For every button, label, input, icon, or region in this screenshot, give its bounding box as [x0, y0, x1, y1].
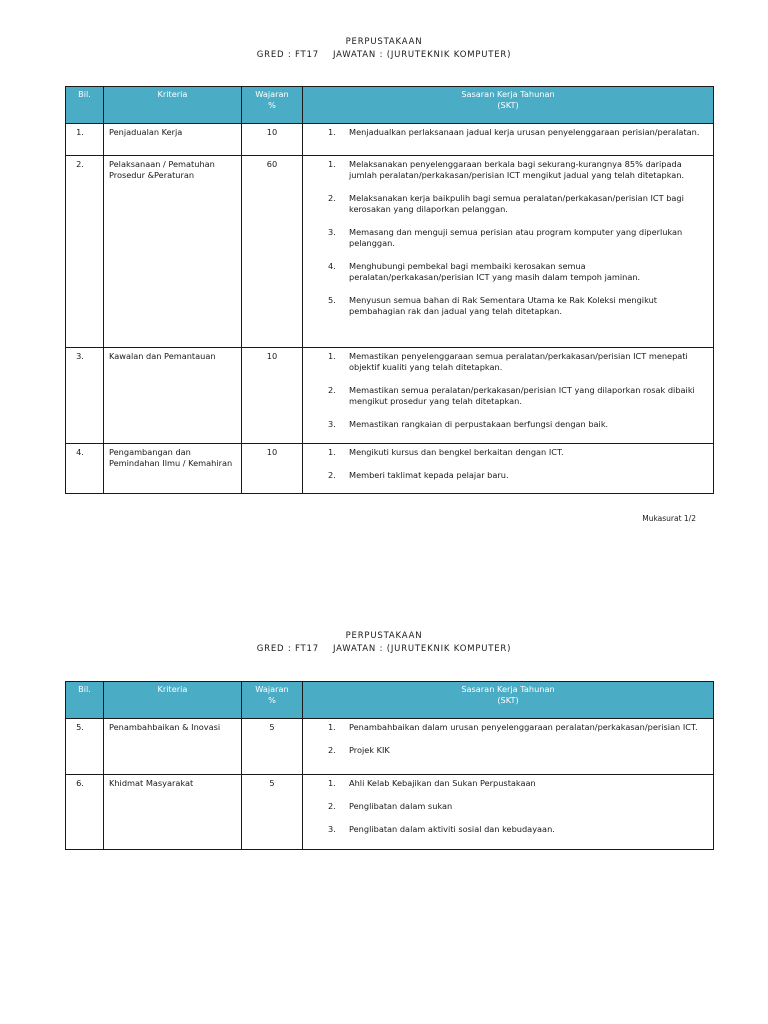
list-item-number: 1.	[328, 351, 336, 361]
cell-skt	[303, 348, 714, 444]
list-item	[308, 127, 708, 138]
cell-wajaran: 60	[242, 156, 303, 348]
skt-table-2	[65, 681, 714, 850]
list-item-number: 2.	[328, 745, 336, 755]
header-grade: GRED : FT17	[256, 50, 319, 60]
list-item-text: Melaksanakan kerja baikpulih bagi semua peralatan/perkakasan/perisian ICT bagi kerosakan yang dilaporkan pelanggan.	[349, 193, 684, 214]
list-item	[308, 745, 708, 756]
cell-skt	[303, 775, 714, 850]
list-item-text: Menghubungi pembekal bagi membaiki kerosakan semua peralatan/perkakasan/perisian ICT yang masih dalam tempoh jaminan.	[349, 261, 641, 282]
list-item-text: Memastikan semua peralatan/perkakasan/perisian ICT yang dilaporkan rosak dibaiki mengikut prosedur yang telah ditetapkan.	[349, 385, 695, 406]
list-item-number: 5.	[328, 295, 336, 305]
cell-bil: 5.	[66, 719, 104, 775]
table-body-2	[66, 719, 714, 850]
header-subtitle	[0, 49, 768, 62]
table-row	[66, 444, 714, 494]
list-item-number: 2.	[328, 470, 336, 480]
cell-bil: 6.	[66, 775, 104, 850]
cell-wajaran: 10	[242, 444, 303, 494]
cell-bil: 2.	[66, 156, 104, 348]
header-subtitle	[0, 643, 768, 656]
list-item-text: Projek KIK	[349, 745, 390, 755]
skt-table-1	[65, 86, 714, 494]
skt-list	[308, 447, 708, 481]
table-row	[66, 719, 714, 775]
cell-kriteria: Kawalan dan Pemantauan	[104, 348, 242, 444]
list-item	[308, 447, 708, 458]
table-row	[66, 156, 714, 348]
cell-bil: 4.	[66, 444, 104, 494]
skt-list	[308, 351, 708, 430]
list-item-number: 2.	[328, 801, 336, 811]
list-item	[308, 801, 708, 812]
list-item-text: Menyusun semua bahan di Rak Sementara Utama ke Rak Koleksi mengikut pembahagian rak dan jadual yang telah ditetapkan.	[349, 295, 657, 316]
cell-kriteria: Pengambangan dan Pemindahan Ilmu / Kemahiran	[104, 444, 242, 494]
col-header-kriteria: Kriteria	[104, 87, 242, 124]
header-post: JAWATAN : (JURUTEKNIK KOMPUTER)	[332, 644, 512, 654]
skt-list	[308, 722, 708, 756]
list-item-text: Memberi taklimat kepada pelajar baru.	[349, 470, 509, 480]
page-header-1	[0, 36, 768, 62]
list-item	[308, 159, 708, 181]
list-item	[308, 227, 708, 249]
list-item-text: Penglibatan dalam aktiviti sosial dan kebudayaan.	[349, 824, 555, 834]
col-header-wajaran: Wajaran %	[242, 682, 303, 719]
list-item-text: Penglibatan dalam sukan	[349, 801, 453, 811]
cell-kriteria: Khidmat Masyarakat	[104, 775, 242, 850]
table-body-1	[66, 124, 714, 494]
table-header-row	[66, 87, 714, 124]
list-item	[308, 419, 708, 430]
list-item	[308, 193, 708, 215]
col-header-bil: Bil.	[66, 682, 104, 719]
col-header-wajaran: Wajaran %	[242, 87, 303, 124]
list-item	[308, 351, 708, 373]
list-item-text: Memastikan rangkaian di perpustakaan berfungsi dengan baik.	[349, 419, 609, 429]
header-post: JAWATAN : (JURUTEKNIK KOMPUTER)	[332, 50, 512, 60]
page-header-2	[0, 630, 768, 656]
skt-list	[308, 127, 708, 138]
header-grade: GRED : FT17	[256, 644, 319, 654]
page-number: Mukasurat 1/2	[642, 514, 696, 523]
list-item-text: Menjadualkan perlaksanaan jadual kerja urusan penyelenggaraan perisian/peralatan.	[349, 127, 700, 137]
table-row	[66, 124, 714, 156]
col-header-bil: Bil.	[66, 87, 104, 124]
list-item-text: Memasang dan menguji semua perisian atau program komputer yang diperlukan pelanggan.	[349, 227, 683, 248]
col-header-skt: Sasaran Kerja Tahunan (SKT)	[303, 87, 714, 124]
list-item-text: Mengikuti kursus dan bengkel berkaitan dengan ICT.	[349, 447, 564, 457]
list-item-number: 1.	[328, 447, 336, 457]
cell-skt	[303, 719, 714, 775]
list-item	[308, 722, 708, 733]
list-item	[308, 470, 708, 481]
col-header-kriteria: Kriteria	[104, 682, 242, 719]
list-item-number: 3.	[328, 227, 336, 237]
list-item-number: 4.	[328, 261, 336, 271]
list-item-number: 1.	[328, 159, 336, 169]
col-header-skt: Sasaran Kerja Tahunan (SKT)	[303, 682, 714, 719]
list-item-text: Penambahbaikan dalam urusan penyelenggaraan peralatan/perkakasan/perisian ICT.	[349, 722, 698, 732]
list-item-number: 2.	[328, 385, 336, 395]
cell-skt	[303, 124, 714, 156]
list-item-number: 1.	[328, 778, 336, 788]
cell-wajaran: 5	[242, 775, 303, 850]
cell-bil: 3.	[66, 348, 104, 444]
list-item-number: 3.	[328, 824, 336, 834]
cell-bil: 1.	[66, 124, 104, 156]
cell-skt	[303, 156, 714, 348]
list-item-number: 3.	[328, 419, 336, 429]
cell-kriteria: Pelaksanaan / Pematuhan Prosedur &Peraturan	[104, 156, 242, 348]
cell-kriteria: Penambahbaikan & Inovasi	[104, 719, 242, 775]
header-title: PERPUSTAKAAN	[345, 37, 423, 47]
cell-wajaran: 10	[242, 348, 303, 444]
list-item-text: Memastikan penyelenggaraan semua peralatan/perkakasan/perisian ICT menepati objektif kualiti yang telah ditetapkan.	[349, 351, 688, 372]
header-title: PERPUSTAKAAN	[345, 631, 423, 641]
list-item	[308, 778, 708, 789]
cell-wajaran: 5	[242, 719, 303, 775]
list-item-text: Ahli Kelab Kebajikan dan Sukan Perpustakaan	[349, 778, 536, 788]
list-item	[308, 385, 708, 407]
list-item	[308, 261, 708, 283]
table-row	[66, 775, 714, 850]
cell-wajaran: 10	[242, 124, 303, 156]
list-item-number: 1.	[328, 722, 336, 732]
skt-list	[308, 159, 708, 317]
table-header-row	[66, 682, 714, 719]
list-item	[308, 824, 708, 835]
list-item	[308, 295, 708, 317]
list-item-number: 1.	[328, 127, 336, 137]
list-item-number: 2.	[328, 193, 336, 203]
list-item-text: Melaksanakan penyelenggaraan berkala bagi sekurang-kurangnya 85% daripada jumlah peralatan/perkakasan/perisian ICT mengikut jadual yang telah ditetapkan.	[349, 159, 685, 180]
cell-kriteria: Penjadualan Kerja	[104, 124, 242, 156]
cell-skt	[303, 444, 714, 494]
table-row	[66, 348, 714, 444]
skt-list	[308, 778, 708, 835]
